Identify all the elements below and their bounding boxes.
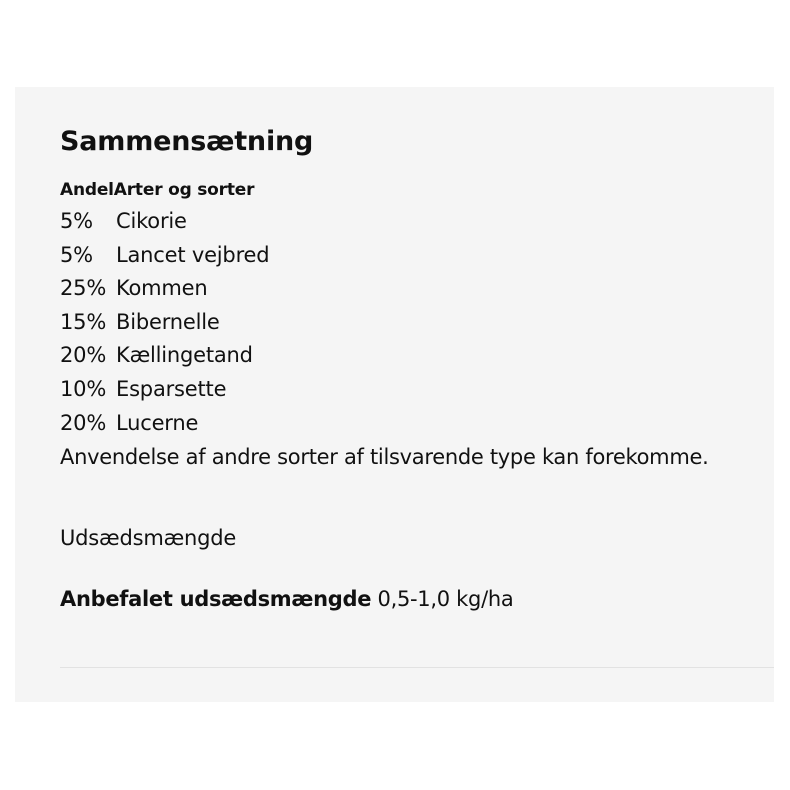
seed-rate-label: Anbefalet udsædsmængde [60, 587, 372, 611]
seed-rate-value: 0,5-1,0 kg/ha [377, 587, 514, 611]
table-row [60, 272, 760, 306]
table-row [60, 339, 760, 373]
row-species: Bibernelle [116, 309, 220, 334]
row-share: 15% [60, 309, 107, 334]
row-share: 20% [60, 410, 107, 435]
row-species: Esparsette [116, 376, 227, 401]
table-row [60, 407, 760, 441]
row-species: Kommen [116, 276, 208, 301]
header-species: Arter og sorter [113, 180, 255, 200]
row-share: 5% [60, 242, 93, 267]
row-share: 20% [60, 343, 107, 368]
row-species: Lancet vejbred [116, 242, 270, 267]
row-share: 5% [60, 209, 93, 233]
seeding-heading: Udsædsmængde [60, 526, 237, 550]
table-row [60, 373, 760, 407]
row-species: Lucerne [116, 410, 199, 435]
table-header [60, 178, 254, 202]
section-title: Sammensætning [60, 126, 314, 157]
composition-panel [15, 87, 774, 702]
row-share: 25% [60, 276, 107, 301]
divider [60, 667, 774, 668]
header-share: Andel [60, 180, 114, 200]
row-species: Cikorie [116, 209, 187, 233]
row-share: 10% [60, 376, 107, 401]
row-species: Kællingetand [116, 343, 253, 368]
table-row [60, 239, 760, 273]
composition-table [60, 205, 760, 440]
substitution-note: Anvendelse af andre sorter af tilsvarende type kan forekomme. [60, 445, 709, 469]
table-row [60, 205, 760, 239]
table-row [60, 306, 760, 340]
recommended-seed-rate [60, 584, 513, 614]
